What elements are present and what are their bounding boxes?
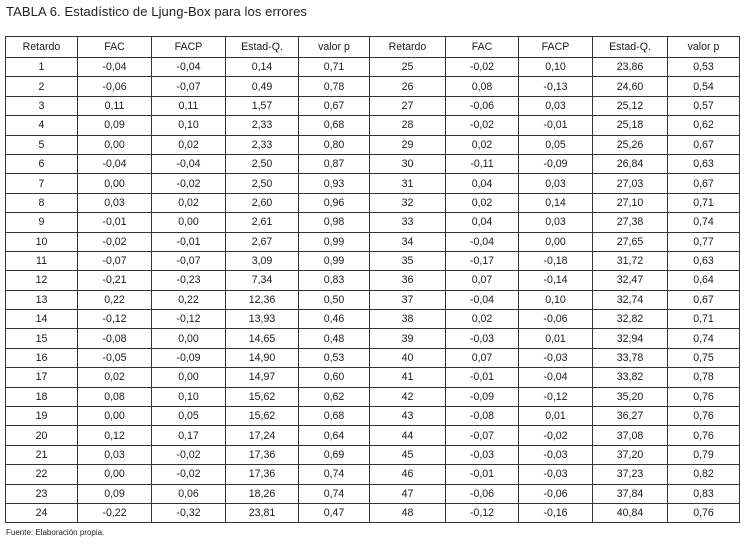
table-cell: 0,99 — [299, 251, 370, 270]
table-cell: -0,23 — [152, 271, 226, 290]
table-cell: 0,68 — [299, 116, 370, 135]
table-cell: 0,76 — [668, 503, 740, 522]
table-title: TABLA 6. Estadístico de Ljung-Box para los errores — [6, 4, 308, 19]
table-cell: 0,00 — [519, 232, 593, 251]
table-cell: 32,82 — [593, 310, 668, 329]
table-cell: 0,49 — [226, 77, 299, 96]
table-cell: 14,97 — [226, 368, 299, 387]
table-cell: 0,93 — [299, 174, 370, 193]
table-cell: 0,99 — [299, 232, 370, 251]
table-cell: 0,05 — [519, 135, 593, 154]
table-cell: 0,09 — [78, 484, 152, 503]
table-cell: -0,04 — [446, 290, 519, 309]
table-cell: 25 — [370, 58, 446, 77]
table-cell: -0,09 — [446, 387, 519, 406]
table-row — [6, 387, 740, 406]
table-cell: 22 — [6, 465, 78, 484]
table-cell: -0,17 — [446, 251, 519, 270]
table-cell: 0,62 — [668, 116, 740, 135]
table-cell: 0,11 — [78, 96, 152, 115]
table-cell: 2,67 — [226, 232, 299, 251]
table-cell: 17,36 — [226, 445, 299, 464]
table-cell: 0,57 — [668, 96, 740, 115]
table-cell: -0,09 — [519, 154, 593, 173]
table-cell: 2 — [6, 77, 78, 96]
table-row — [6, 154, 740, 173]
column-header: Estad-Q. — [593, 37, 668, 58]
table-cell: 0,00 — [78, 135, 152, 154]
table-row — [6, 290, 740, 309]
table-cell: -0,06 — [519, 484, 593, 503]
table-cell: -0,01 — [446, 368, 519, 387]
table-cell: -0,06 — [446, 96, 519, 115]
table-row — [6, 329, 740, 348]
table-row — [6, 271, 740, 290]
table-cell: 25,12 — [593, 96, 668, 115]
column-header: Retardo — [6, 37, 78, 58]
table-cell: 34 — [370, 232, 446, 251]
table-cell: 0,62 — [299, 387, 370, 406]
table-cell: 0,76 — [668, 426, 740, 445]
table-cell: 29 — [370, 135, 446, 154]
table-cell: 0,47 — [299, 503, 370, 522]
table-cell: 23,81 — [226, 503, 299, 522]
table-cell: 0,00 — [152, 329, 226, 348]
table-cell: 0,60 — [299, 368, 370, 387]
table-cell: 0,00 — [78, 174, 152, 193]
table-cell: 6 — [6, 154, 78, 173]
table-row — [6, 426, 740, 445]
table-cell: 12,36 — [226, 290, 299, 309]
table-cell: 30 — [370, 154, 446, 173]
table-cell: 0,22 — [152, 290, 226, 309]
table-cell: 0,48 — [299, 329, 370, 348]
table-cell: -0,02 — [519, 426, 593, 445]
table-cell: 0,53 — [668, 58, 740, 77]
table-cell: 35,20 — [593, 387, 668, 406]
table-cell: 0,64 — [668, 271, 740, 290]
table-cell: 26 — [370, 77, 446, 96]
table-row — [6, 465, 740, 484]
table-cell: 47 — [370, 484, 446, 503]
ljung-box-table — [5, 36, 740, 523]
table-cell: 27 — [370, 96, 446, 115]
table-cell: 31 — [370, 174, 446, 193]
table-cell: 2,61 — [226, 213, 299, 232]
table-cell: 26,84 — [593, 154, 668, 173]
table-cell: 0,00 — [78, 465, 152, 484]
table-row — [6, 503, 740, 522]
table-cell: -0,02 — [446, 116, 519, 135]
table-cell: 0,03 — [519, 174, 593, 193]
table-cell: 0,71 — [668, 310, 740, 329]
table-row — [6, 58, 740, 77]
table-cell: -0,16 — [519, 503, 593, 522]
table-cell: -0,11 — [446, 154, 519, 173]
table-cell: 0,46 — [299, 310, 370, 329]
table-cell: 37,08 — [593, 426, 668, 445]
table-cell: 0,78 — [299, 77, 370, 96]
table-cell: 0,14 — [226, 58, 299, 77]
table-cell: 24 — [6, 503, 78, 522]
column-header: FAC — [446, 37, 519, 58]
table-cell: 2,33 — [226, 116, 299, 135]
table-cell: 20 — [6, 426, 78, 445]
table-cell: 12 — [6, 271, 78, 290]
table-row — [6, 445, 740, 464]
table-cell: -0,01 — [446, 465, 519, 484]
table-cell: 0,03 — [78, 445, 152, 464]
table-cell: 0,06 — [152, 484, 226, 503]
table-cell: -0,03 — [519, 465, 593, 484]
table-cell: 0,12 — [78, 426, 152, 445]
table-cell: 0,08 — [78, 387, 152, 406]
table-cell: -0,05 — [78, 348, 152, 367]
table-cell: 0,04 — [446, 213, 519, 232]
table-cell: 0,03 — [519, 213, 593, 232]
table-cell: 17,24 — [226, 426, 299, 445]
table-row — [6, 310, 740, 329]
table-cell: -0,01 — [519, 116, 593, 135]
table-cell: 0,74 — [668, 329, 740, 348]
table-cell: 1,57 — [226, 96, 299, 115]
table-cell: 35 — [370, 251, 446, 270]
table-cell: 0,68 — [299, 407, 370, 426]
table-cell: 0,02 — [446, 193, 519, 212]
table-cell: 2,50 — [226, 174, 299, 193]
table-cell: 0,67 — [668, 135, 740, 154]
table-cell: 14,90 — [226, 348, 299, 367]
table-cell: 0,00 — [152, 368, 226, 387]
table-cell: 32,94 — [593, 329, 668, 348]
table-cell: 18 — [6, 387, 78, 406]
table-cell: -0,12 — [519, 387, 593, 406]
table-cell: -0,32 — [152, 503, 226, 522]
table-cell: -0,12 — [446, 503, 519, 522]
table-cell: 37,20 — [593, 445, 668, 464]
table-cell: 2,60 — [226, 193, 299, 212]
table-cell: 0,07 — [446, 271, 519, 290]
table-cell: 0,03 — [519, 96, 593, 115]
table-cell: 13,93 — [226, 310, 299, 329]
table-row — [6, 407, 740, 426]
column-header: Estad-Q. — [226, 37, 299, 58]
table-cell: 27,03 — [593, 174, 668, 193]
table-cell: -0,04 — [519, 368, 593, 387]
table-cell: 0,76 — [668, 387, 740, 406]
table-cell: 0,77 — [668, 232, 740, 251]
table-cell: 28 — [370, 116, 446, 135]
table-cell: 0,05 — [152, 407, 226, 426]
table-cell: 46 — [370, 465, 446, 484]
table-cell: 32 — [370, 193, 446, 212]
table-cell: 0,01 — [519, 407, 593, 426]
table-cell: 19 — [6, 407, 78, 426]
table-cell: 0,02 — [78, 368, 152, 387]
table-cell: 13 — [6, 290, 78, 309]
table-cell: 0,04 — [446, 174, 519, 193]
table-cell: 40 — [370, 348, 446, 367]
column-header: FACP — [152, 37, 226, 58]
table-cell: 27,65 — [593, 232, 668, 251]
table-cell: -0,07 — [152, 251, 226, 270]
table-cell: 0,63 — [668, 154, 740, 173]
table-cell: 33 — [370, 213, 446, 232]
table-cell: 21 — [6, 445, 78, 464]
table-cell: 10 — [6, 232, 78, 251]
table-cell: -0,09 — [152, 348, 226, 367]
table-cell: 11 — [6, 251, 78, 270]
table-cell: 0,22 — [78, 290, 152, 309]
table-cell: 0,96 — [299, 193, 370, 212]
table-cell: 0,02 — [152, 193, 226, 212]
table-cell: 0,82 — [668, 465, 740, 484]
table-cell: 0,50 — [299, 290, 370, 309]
table-cell: 0,11 — [152, 96, 226, 115]
table-body — [6, 58, 740, 523]
table-cell: 0,83 — [668, 484, 740, 503]
table-cell: 0,74 — [668, 213, 740, 232]
table-cell: 0,03 — [78, 193, 152, 212]
table-cell: -0,02 — [446, 58, 519, 77]
table-cell: 27,38 — [593, 213, 668, 232]
table-cell: 36 — [370, 271, 446, 290]
table-cell: 24,60 — [593, 77, 668, 96]
table-cell: 0,10 — [152, 116, 226, 135]
table-cell: 4 — [6, 116, 78, 135]
table-cell: -0,04 — [78, 58, 152, 77]
table-cell: 7,34 — [226, 271, 299, 290]
table-cell: 0,71 — [668, 193, 740, 212]
table-cell: 0,83 — [299, 271, 370, 290]
table-cell: 48 — [370, 503, 446, 522]
table-cell: -0,04 — [152, 58, 226, 77]
table-cell: 39 — [370, 329, 446, 348]
table-cell: 0,01 — [519, 329, 593, 348]
table-cell: 0,02 — [152, 135, 226, 154]
table-cell: 14,65 — [226, 329, 299, 348]
table-cell: 0,75 — [668, 348, 740, 367]
table-cell: -0,01 — [152, 232, 226, 251]
table-cell: -0,06 — [78, 77, 152, 96]
table-cell: 25,26 — [593, 135, 668, 154]
column-header: valor p — [299, 37, 370, 58]
table-cell: 0,87 — [299, 154, 370, 173]
table-cell: -0,06 — [446, 484, 519, 503]
table-cell: -0,08 — [78, 329, 152, 348]
table-cell: -0,02 — [78, 232, 152, 251]
table-cell: 45 — [370, 445, 446, 464]
table-row — [6, 213, 740, 232]
table-cell: 41 — [370, 368, 446, 387]
table-cell: 0,69 — [299, 445, 370, 464]
table-cell: 0,76 — [668, 407, 740, 426]
table-row — [6, 232, 740, 251]
source-note: Fuente: Elaboración propia. — [6, 528, 105, 537]
table-cell: -0,02 — [152, 445, 226, 464]
table-cell: 0,02 — [446, 135, 519, 154]
table-cell: 0,74 — [299, 484, 370, 503]
table-cell: 0,67 — [299, 96, 370, 115]
table-cell: 0,74 — [299, 465, 370, 484]
table-cell: 3 — [6, 96, 78, 115]
table-cell: 44 — [370, 426, 446, 445]
table-cell: 0,17 — [152, 426, 226, 445]
table-cell: 0,02 — [446, 310, 519, 329]
table-cell: 3,09 — [226, 251, 299, 270]
table-cell: 16 — [6, 348, 78, 367]
table-cell: -0,06 — [519, 310, 593, 329]
table-cell: -0,01 — [78, 213, 152, 232]
table-cell: 23 — [6, 484, 78, 503]
table-row — [6, 135, 740, 154]
table-cell: -0,02 — [152, 465, 226, 484]
table-cell: 33,78 — [593, 348, 668, 367]
table-cell: 33,82 — [593, 368, 668, 387]
table-cell: 0,54 — [668, 77, 740, 96]
table-cell: 0,10 — [519, 290, 593, 309]
table-cell: 0,71 — [299, 58, 370, 77]
table-cell: 25,18 — [593, 116, 668, 135]
table-cell: 0,14 — [519, 193, 593, 212]
table-cell: 0,07 — [446, 348, 519, 367]
header-row — [6, 37, 740, 58]
table-cell: 15,62 — [226, 387, 299, 406]
table-cell: -0,03 — [446, 445, 519, 464]
table-cell: 9 — [6, 213, 78, 232]
table-cell: 43 — [370, 407, 446, 426]
table-cell: 0,10 — [152, 387, 226, 406]
table-cell: -0,13 — [519, 77, 593, 96]
table-cell: -0,03 — [519, 348, 593, 367]
column-header: Retardo — [370, 37, 446, 58]
table-cell: 8 — [6, 193, 78, 212]
table-cell: 0,53 — [299, 348, 370, 367]
table-cell: 5 — [6, 135, 78, 154]
table-cell: 15,62 — [226, 407, 299, 426]
table-cell: -0,12 — [78, 310, 152, 329]
table-cell: -0,03 — [519, 445, 593, 464]
table-cell: 0,67 — [668, 290, 740, 309]
table-row — [6, 96, 740, 115]
table-cell: 0,00 — [78, 407, 152, 426]
table-cell: 14 — [6, 310, 78, 329]
table-cell: -0,02 — [152, 174, 226, 193]
column-header: FAC — [78, 37, 152, 58]
table-cell: 0,98 — [299, 213, 370, 232]
table-row — [6, 174, 740, 193]
column-header: FACP — [519, 37, 593, 58]
table-row — [6, 484, 740, 503]
table-row — [6, 116, 740, 135]
table-cell: -0,18 — [519, 251, 593, 270]
table-cell: 0,63 — [668, 251, 740, 270]
table-cell: -0,12 — [152, 310, 226, 329]
table-cell: 0,79 — [668, 445, 740, 464]
table-cell: -0,03 — [446, 329, 519, 348]
table-cell: 38 — [370, 310, 446, 329]
table-cell: -0,04 — [78, 154, 152, 173]
table-cell: -0,04 — [152, 154, 226, 173]
table-cell: -0,14 — [519, 271, 593, 290]
table-cell: 17,36 — [226, 465, 299, 484]
table-cell: 37 — [370, 290, 446, 309]
table-cell: 23,86 — [593, 58, 668, 77]
table-cell: 2,33 — [226, 135, 299, 154]
table-row — [6, 251, 740, 270]
table-cell: 7 — [6, 174, 78, 193]
column-header: valor p — [668, 37, 740, 58]
table-cell: 37,23 — [593, 465, 668, 484]
table-cell: 42 — [370, 387, 446, 406]
table-cell: 37,84 — [593, 484, 668, 503]
table-cell: -0,08 — [446, 407, 519, 426]
table-row — [6, 368, 740, 387]
table-cell: 2,50 — [226, 154, 299, 173]
table-cell: 15 — [6, 329, 78, 348]
table-cell: 0,08 — [446, 77, 519, 96]
table-cell: 36,27 — [593, 407, 668, 426]
table-cell: -0,07 — [78, 251, 152, 270]
table-cell: 27,10 — [593, 193, 668, 212]
table-row — [6, 348, 740, 367]
table-cell: 31,72 — [593, 251, 668, 270]
table-cell: 1 — [6, 58, 78, 77]
table-cell: 32,74 — [593, 290, 668, 309]
table-cell: 0,67 — [668, 174, 740, 193]
table-cell: 18,26 — [226, 484, 299, 503]
table-cell: -0,21 — [78, 271, 152, 290]
table-cell: 40,84 — [593, 503, 668, 522]
table-cell: -0,04 — [446, 232, 519, 251]
table-cell: 32,47 — [593, 271, 668, 290]
table-cell: 0,00 — [152, 213, 226, 232]
table-cell: 0,78 — [668, 368, 740, 387]
table-row — [6, 77, 740, 96]
table-cell: 0,09 — [78, 116, 152, 135]
table-cell: 17 — [6, 368, 78, 387]
table-cell: 0,80 — [299, 135, 370, 154]
table-cell: 0,64 — [299, 426, 370, 445]
table-cell: -0,07 — [152, 77, 226, 96]
table-cell: 0,10 — [519, 58, 593, 77]
table-cell: -0,22 — [78, 503, 152, 522]
table-row — [6, 193, 740, 212]
table-cell: -0,07 — [446, 426, 519, 445]
